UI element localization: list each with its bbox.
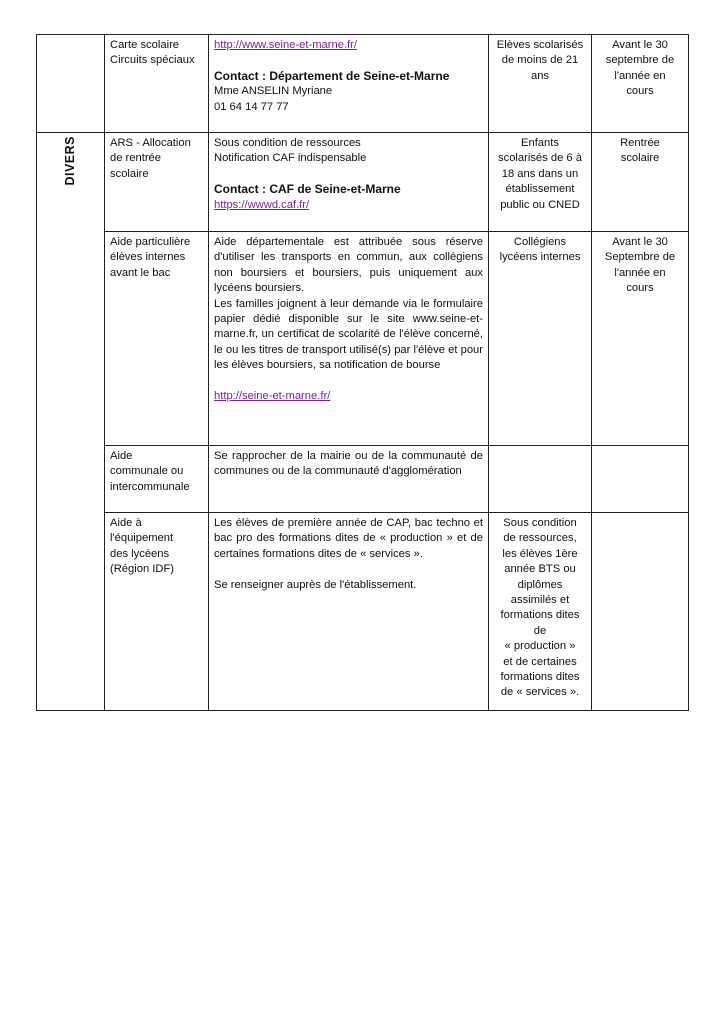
- public-line: Elèves scolarisés: [496, 39, 584, 51]
- aid-name-line: ARS - Allocation: [110, 137, 191, 149]
- public-line: assimilés et: [510, 594, 570, 607]
- conditions-cell: [209, 35, 489, 133]
- conditions-paragraph: Aide départementale est attribuée sous réserve d'utiliser les transports en commun, aux collégiens non boursiers et boursiers, puis uniquement aux lycéens boursiers.: [214, 236, 483, 295]
- aid-name-line: scolaire: [110, 167, 149, 180]
- deadline-line: cours: [626, 85, 654, 98]
- conditions-cell: [209, 513, 489, 711]
- contact-phone: 01 64 14 77 77: [214, 100, 289, 113]
- deadline-line: scolaire: [620, 152, 660, 165]
- public-line: 18 ans dans un: [501, 167, 579, 180]
- conditions-cell: [209, 232, 489, 446]
- deadline-line: septembre de: [605, 54, 675, 67]
- aid-name-cell: [105, 133, 209, 232]
- public-line: formations dites: [500, 609, 580, 622]
- aid-name-line: avant le bac: [110, 266, 171, 279]
- website-link[interactable]: https://wwwd.caf.fr/: [214, 198, 310, 211]
- aid-table: [36, 34, 689, 711]
- public-line: établissement: [505, 183, 575, 196]
- deadline-cell: [592, 35, 689, 133]
- public-line: Enfants: [521, 137, 559, 149]
- table-row: [37, 133, 689, 232]
- deadline-line: cours: [626, 282, 654, 295]
- deadline-cell: [592, 232, 689, 446]
- table-row: [37, 232, 689, 446]
- public-line: de « services ».: [500, 686, 580, 699]
- info-line: Se renseigner auprès de l'établissement.: [214, 578, 417, 591]
- deadline-cell: [592, 446, 689, 513]
- contact-heading: Contact : CAF de Seine-et-Marne: [214, 182, 401, 197]
- public-line: Sous condition: [503, 517, 577, 529]
- public-line: ans: [530, 69, 550, 82]
- conditions-cell: [209, 446, 489, 513]
- aid-name-line: de rentrée: [110, 152, 161, 165]
- aid-name-line: Aide particulière: [110, 236, 191, 248]
- public-cell: [489, 35, 592, 133]
- deadline-line: l'année en: [614, 69, 666, 82]
- public-cell: [489, 133, 592, 232]
- deadline-line: Avant le 30: [612, 236, 668, 248]
- aid-name-line: l'équipement: [110, 532, 174, 545]
- deadline-line: Rentrée: [620, 137, 660, 149]
- public-line: « production »: [504, 640, 576, 653]
- deadline-line: Septembre de: [604, 251, 676, 264]
- aid-name-cell: [105, 232, 209, 446]
- public-line: de ressources,: [503, 532, 577, 545]
- public-line: formations dites: [500, 671, 580, 684]
- aid-name-line: des lycéens: [110, 547, 170, 560]
- aid-name-line: Carte scolaire: [110, 39, 180, 51]
- conditions-paragraph: Les élèves de première année de CAP, bac techno et bac pro des formations dites de « production » et de certaines formations dites de « services ».: [214, 517, 483, 560]
- deadline-cell: [592, 513, 689, 711]
- section-cell-empty: [37, 35, 105, 133]
- section-label: DIVERS: [62, 136, 77, 186]
- table-row: [37, 35, 689, 133]
- website-link[interactable]: http://www.seine-et-marne.fr/: [214, 39, 358, 51]
- conditions-paragraph: Se rapprocher de la mairie ou de la communauté de communes ou de la communauté d'agglomération: [214, 450, 483, 478]
- aid-name-line: Aide à: [110, 517, 142, 529]
- aid-name-line: élèves internes: [110, 251, 186, 264]
- aid-name-line: (Région IDF): [110, 563, 175, 576]
- public-line: public ou CNED: [500, 198, 580, 211]
- public-line: lycéens internes: [499, 251, 581, 264]
- condition-line: Sous condition de ressources: [214, 137, 361, 149]
- website-link[interactable]: http://seine-et-marne.fr/: [214, 390, 331, 403]
- public-line: et de certaines: [503, 655, 577, 668]
- public-line: les élèves 1ère: [502, 547, 578, 560]
- conditions-paragraph: Les familles joignent à leur demande via le formulaire papier dédié disponible sur le site www.seine-et-marne.fr, un certificat de scolarité de l'élève concerné, le ou les titres de transport utilisé(s) par l'élève et pour les élèves boursiers, sa notification de bourse: [214, 297, 483, 372]
- public-line: Collégiens: [513, 236, 567, 248]
- aid-name-cell: [105, 446, 209, 513]
- public-line: année BTS ou: [504, 563, 576, 576]
- aid-name-line: intercommunale: [110, 480, 190, 493]
- public-line: diplômes: [517, 578, 563, 591]
- conditions-cell: [209, 133, 489, 232]
- condition-line: Notification CAF indispensable: [214, 152, 367, 165]
- aid-name-line: Aide: [110, 450, 133, 462]
- public-cell: [489, 446, 592, 513]
- aid-name-cell: [105, 513, 209, 711]
- contact-heading: Contact : Département de Seine-et-Marne: [214, 68, 450, 83]
- aid-name-line: communale ou: [110, 465, 184, 478]
- contact-name: Mme ANSELIN Myriane: [214, 85, 333, 98]
- table-row: [37, 446, 689, 513]
- public-line: scolarisés de 6 à: [498, 152, 582, 165]
- deadline-line: l'année en: [614, 266, 666, 279]
- public-line: de moins de 21: [501, 54, 579, 67]
- table-row: [37, 513, 689, 711]
- section-cell: [37, 133, 105, 711]
- deadline-cell: [592, 133, 689, 232]
- public-cell: [489, 232, 592, 446]
- public-cell: [489, 513, 592, 711]
- deadline-line: Avant le 30: [612, 39, 668, 51]
- aid-name-line: Circuits spéciaux: [110, 54, 195, 67]
- public-line: de: [533, 624, 547, 637]
- aid-name-cell: [105, 35, 209, 133]
